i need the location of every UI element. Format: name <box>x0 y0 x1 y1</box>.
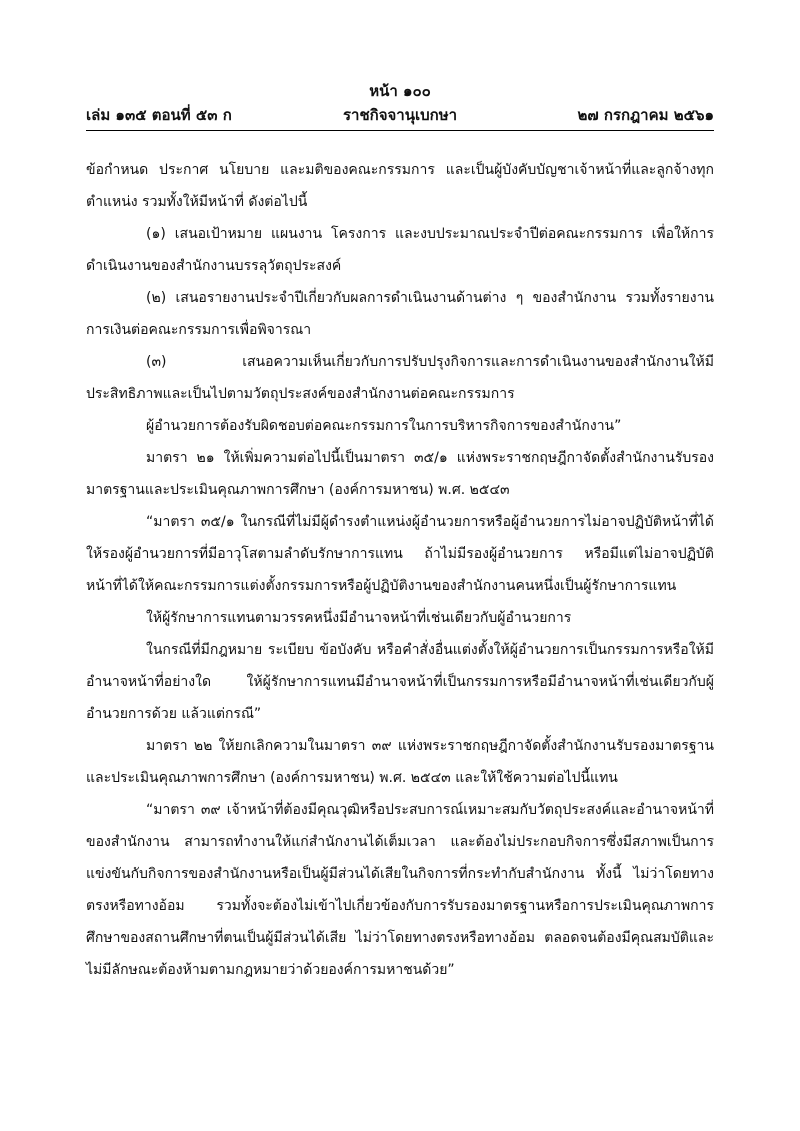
paragraph: ผู้อำนวยการต้องรับผิดชอบต่อคณะกรรมการในการบริหารกิจการของสำนักงาน” <box>146 418 622 434</box>
paragraph: มาตรา ๒๒ ให้ยกเลิกความในมาตรา ๓๙ แห่งพระราชกฤษฎีกาจัดตั้งสำนักงานรับรองมาตรฐานและประเมินคุณภาพการศึกษา (องค์การมหาชน) พ.ศ. ๒๕๔๓ และให้ใช้ความต่อไปนี้แทน <box>86 738 714 786</box>
paragraph: (๒) เสนอรายงานประจำปีเกี่ยวกับผลการดำเนินงานด้านต่าง ๆ ของสำนักงาน รวมทั้งรายงานการเงินต่อคณะกรรมการเพื่อพิจารณา <box>86 290 714 338</box>
paragraph: “มาตรา ๓๕/๑ ในกรณีที่ไม่มีผู้ดำรงตำแหน่งผู้อำนวยการหรือผู้อำนวยการไม่อาจปฏิบัติหน้าที่ได้ให้รองผู้อำนวยการที่มีอาวุโสตามลำดับรักษาการแทน ถ้าไม่มีรองผู้อำนวยการ หรือมีแต่ไม่อาจปฏิบัติหน้าที่ได้ให้คณะกรรมการแต่งตั้งกรรมการหรือผู้ปฏิบัติงานของสำนักงานคนหนึ่งเป็นผู้รักษาการแทน <box>86 514 714 594</box>
header-divider <box>86 130 714 131</box>
paragraph: (๓) เสนอความเห็นเกี่ยวกับการปรับปรุงกิจการและการดำเนินงานของสำนักงานให้มีประสิทธิภาพและเป็นไปตามวัตถุประสงค์ของสำนักงานต่อคณะกรรมการ <box>86 354 714 402</box>
paragraph: ข้อกำหนด ประกาศ นโยบาย และมติของคณะกรรมการ และเป็นผู้บังคับบัญชาเจ้าหน้าที่และลูกจ้างทุกตำแหน่ง รวมทั้งให้มีหน้าที่ ดังต่อไปนี้ <box>86 162 714 210</box>
paragraph: “มาตรา ๓๙ เจ้าหน้าที่ต้องมีคุณวุฒิหรือประสบการณ์เหมาะสมกับวัตถุประสงค์และอำนาจหน้าที่ของสำนักงาน สามารถทำงานให้แก่สำนักงานได้เต็มเวลา และต้องไม่ประกอบกิจการซึ่งมีสภาพเป็นการแข่งขันกับกิจการของสำนักงานหรือเป็นผู้มีส่วนได้เสียในกิจการที่กระทำกับสำนักงาน ทั้งนี้ ไม่ว่าโดยทางตรงหรือทางอ้อม รวมทั้งจะต้องไม่เข้าไปเกี่ยวข้องกับการรับรองมาตรฐานหรือการประเมินคุณภาพการศึกษาของสถานศึกษาที่ตนเป็นผู้มีส่วนได้เสีย ไม่ว่าโดยทางตรงหรือทางอ้อม ตลอดจนต้องมีคุณสมบัติและไม่มีลักษณะต้องห้ามตามกฎหมายว่าด้วยองค์การมหาชนด้วย” <box>86 802 714 978</box>
paragraph: มาตรา ๒๑ ให้เพิ่มความต่อไปนี้เป็นมาตรา ๓๕/๑ แห่งพระราชกฤษฎีกาจัดตั้งสำนักงานรับรองมาตรฐานและประเมินคุณภาพการศึกษา (องค์การมหาชน) พ.ศ. ๒๕๔๓ <box>86 450 714 498</box>
volume-info: เล่ม ๑๓๕ ตอนที่ ๕๓ ก <box>86 106 232 124</box>
publication-date: ๒๗ กรกฎาคม ๒๕๖๑ <box>577 106 714 124</box>
paragraph: (๑) เสนอเป้าหมาย แผนงาน โครงการ และงบประมาณประจำปีต่อคณะกรรมการ เพื่อให้การดำเนินงานของสำนักงานบรรลุวัตถุประสงค์ <box>86 226 714 274</box>
gazette-name: ราชกิจจานุเบกษา <box>342 106 458 124</box>
page-number: หน้า ๑๐๐ <box>369 82 431 100</box>
document-body <box>86 154 714 986</box>
paragraph: ในกรณีที่มีกฎหมาย ระเบียบ ข้อบังคับ หรือคำสั่งอื่นแต่งตั้งให้ผู้อำนวยการเป็นกรรมการหรือให้มีอำนาจหน้าที่อย่างใด ให้ผู้รักษาการแทนมีอำนาจหน้าที่เป็นกรรมการหรือมีอำนาจหน้าที่เช่นเดียวกับผู้อำนวยการด้วย แล้วแต่กรณี” <box>86 642 714 722</box>
paragraph: ให้ผู้รักษาการแทนตามวรรคหนึ่งมีอำนาจหน้าที่เช่นเดียวกับผู้อำนวยการ <box>146 610 572 626</box>
gazette-header <box>86 104 714 128</box>
